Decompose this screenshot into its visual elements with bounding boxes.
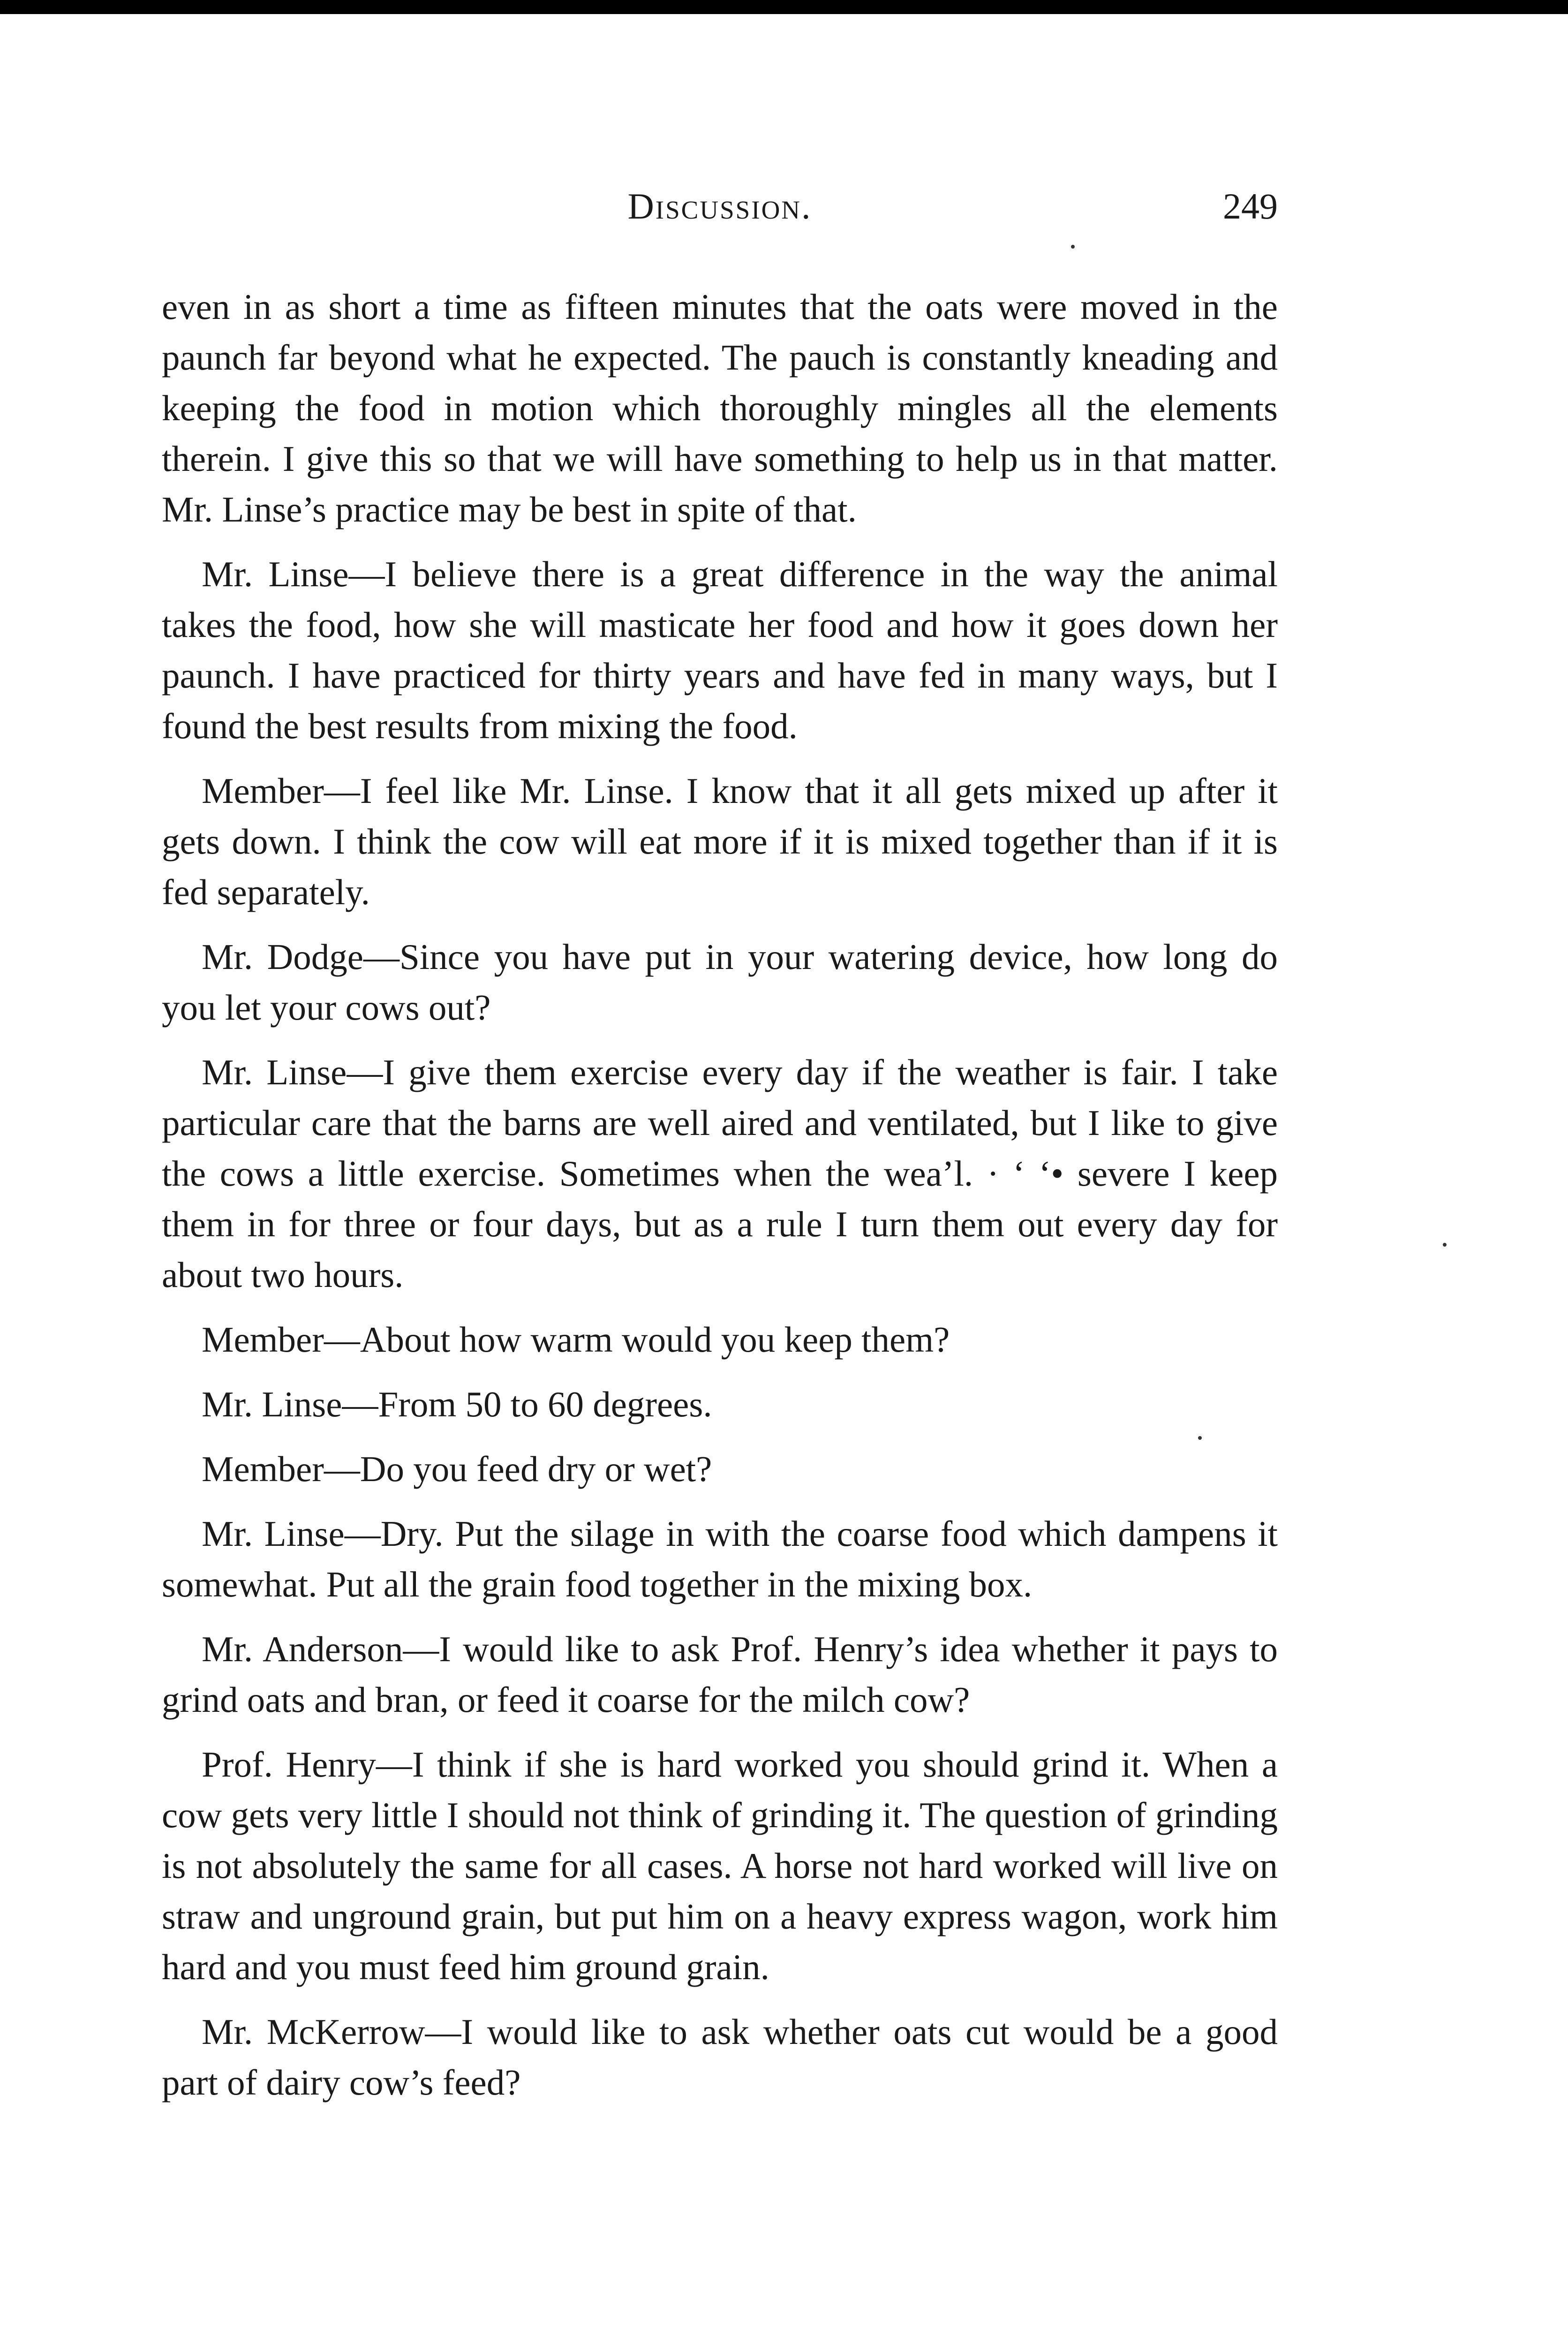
paragraph-text: —I would like to ask whether oats cut would be a good part of dairy cow’s feed? (162, 2012, 1278, 2103)
paragraph (162, 2006, 1278, 2108)
speaker-name: Mr. Anderson (202, 1629, 403, 1669)
print-speck (1443, 1243, 1447, 1247)
paragraph (162, 1508, 1278, 1610)
top-border (0, 0, 1568, 14)
paragraph-text: —I think if she is hard worked you should grind it. When a cow gets very little I should not think of grinding it. The question of grinding is not absolutely the same for all cases. A horse not hard worked will live on straw and unground grain, but put him on a heavy express wagon, work him hard and you must feed him ground grain. (162, 1744, 1278, 1987)
speaker-name: Mr. Linse (202, 1384, 342, 1424)
paragraph-text: —Do you feed dry or wet? (324, 1449, 712, 1489)
paragraph-text: —About how warm would you keep them? (324, 1319, 950, 1360)
speaker-name: Member (202, 1319, 324, 1360)
paragraph-text: —I would like to ask Prof. Henry’s idea whether it pays to grind oats and bran, or feed it coarse for the milch cow? (162, 1629, 1278, 1720)
speaker-name: Mr. Linse (202, 1052, 347, 1092)
paragraph (162, 1047, 1278, 1300)
paragraph-text: —Dry. Put the silage in with the coarse food which dampens it somewhat. Put all the grain food together in the mixing box. (162, 1513, 1278, 1604)
speaker-name: Mr. Linse (202, 1513, 345, 1554)
paragraph (162, 1444, 1278, 1494)
paragraph (162, 1624, 1278, 1725)
paragraph (162, 765, 1278, 917)
paragraph (162, 1314, 1278, 1365)
speaker-name: Member (202, 1449, 324, 1489)
paragraph (162, 931, 1278, 1033)
paragraph (162, 549, 1278, 751)
page-header (162, 185, 1278, 237)
paragraph-text: even in as short a time as fifteen minutes that the oats were moved in the paunch far beyond what he expected. The pauch is constantly kneading and keeping the food in motion which thoroughly mingles all the elements therein. I give this so that we will have something to help us in that matter. Mr. Linse’s practice may be best in spite of that. (162, 287, 1278, 530)
print-speck (1071, 245, 1075, 249)
paragraph-text: —I give them exercise every day if the weather is fair. I take particular care that the barns are well aired and ventilated, but I like to give the cows a little exercise. Sometimes when the wea’l. · ‘ ‘• severe I keep them in for three or four days, but as a rule I turn them out every day for about two hours. (162, 1052, 1278, 1295)
running-title: Discussion. (627, 186, 812, 227)
body-text (162, 281, 1278, 2122)
speaker-name: Mr. McKerrow (202, 2012, 425, 2052)
speaker-name: Member (202, 771, 324, 811)
page-number: 249 (1223, 186, 1278, 227)
paragraph (162, 1379, 1278, 1430)
speaker-name: Mr. Linse (202, 554, 349, 594)
paragraph (162, 1739, 1278, 1992)
paragraph-text: —Since you have put in your watering device, how long do you let your cows out? (162, 937, 1278, 1028)
paragraph-text: —I believe there is a great difference in the way the animal takes the food, how she will masticate her food and how it goes down her paunch. I have practiced for thirty years and have fed in many ways, but I found the best results from mixing the food. (162, 554, 1278, 746)
paragraph-text: —I feel like Mr. Linse. I know that it all gets mixed up after it gets down. I think the cow will eat more if it is mixed together than if it is fed separately. (162, 771, 1278, 912)
paragraph-text: —From 50 to 60 degrees. (342, 1384, 712, 1424)
paragraph (162, 281, 1278, 535)
speaker-name: Mr. Dodge (202, 937, 363, 977)
speaker-name: Prof. Henry (202, 1744, 376, 1785)
